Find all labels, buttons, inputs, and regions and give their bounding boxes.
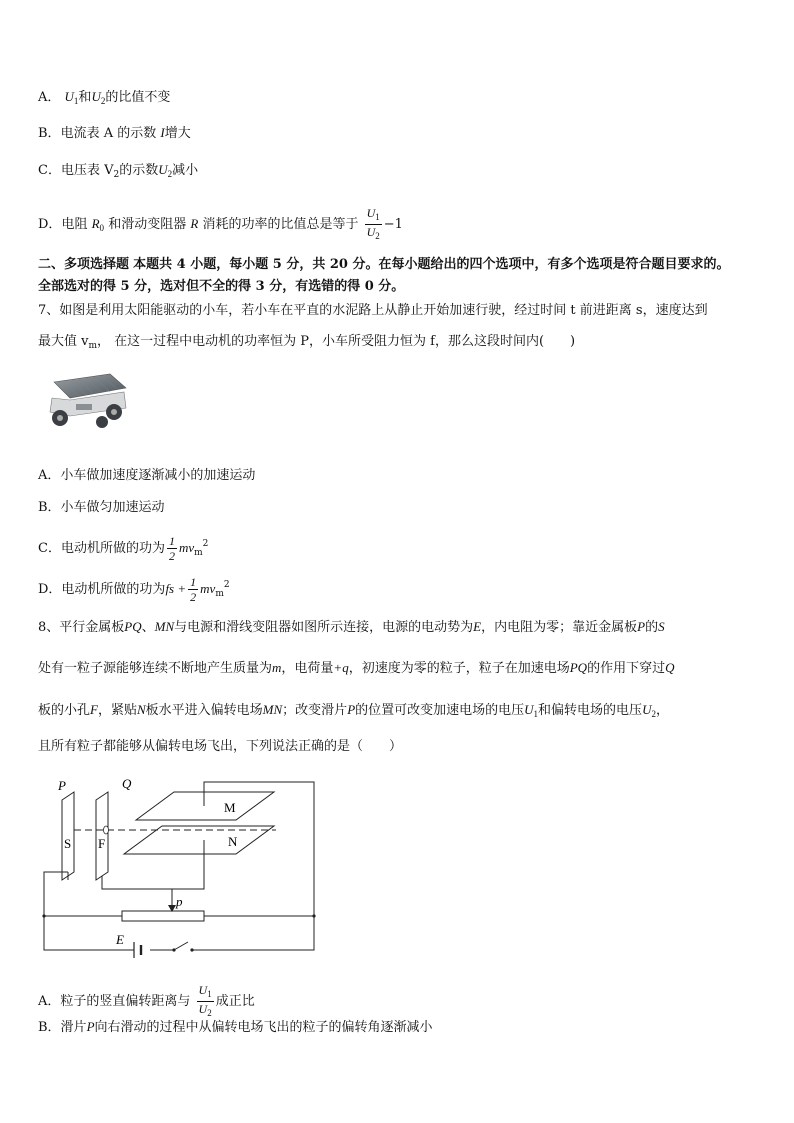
label-P: P [58, 778, 66, 793]
label-M: M [224, 800, 236, 815]
q8-stem-line2: 处有一粒子源能够连续不断地产生质量为m，电荷量+q，初速度为零的粒子，粒子在加速电场PQ的作用下穿过Q [38, 660, 675, 676]
q7-stem-line2: 最大值 $v_m$， 在这一过程中电动机的功率恒为 P，小车所受阻力恒为 f，那么这段时间内( ) [38, 334, 576, 351]
q6-option-d: D．电阻 $R_0$ 和滑动变阻器 R 消耗的功率的比值总是等于 $\frac{U_1}{U_2}$ −1 [38, 206, 403, 241]
label-F: F [98, 836, 106, 851]
u2-symbol: $U_2$ [91, 89, 106, 106]
q7-option-b: B．小车做匀加速运动 [38, 500, 165, 515]
q6-option-a: A． $U_1$和$U_2$的比值不变 [38, 89, 171, 106]
q7-option-c: C．电动机所做的功为 $\frac{1}{2}$ $mv_m^2$ [38, 534, 209, 563]
q7-option-a: A．小车做加速度逐渐减小的加速运动 [38, 468, 256, 483]
q8-circuit-diagram [38, 772, 323, 962]
one-half-fraction: $\frac{1}{2}$ [168, 534, 175, 563]
section-2-header: 二、多项选择题 本题共 4 小题，每小题 5 分，共 20 分。在每小题给出的四个选项中，有多个选项是符合题目要求的。 全部选对的得 5 分，选对但不全的得 3 分，有选错的得 0 分。 [38, 257, 730, 294]
u1-symbol: $U_1$ [64, 89, 79, 106]
label-Q: Q [122, 776, 132, 791]
q8-stem-line3: 板的小孔F，紧贴N板水平进入偏转电场MN；改变滑片P的位置可改变加速电场的电压$U_1$和偏转电场的电压$U_2$， [38, 702, 669, 719]
u1-over-u2-fraction: $\frac{U_1}{U_2}$ [366, 206, 380, 241]
label-E: E [116, 932, 124, 947]
q8-option-a: A．粒子的竖直偏转距离与 $\frac{U_1}{U_2}$ 成正比 [38, 983, 255, 1018]
label-S: S [64, 836, 72, 851]
q8-stem-line4: 且所有粒子都能够从偏转电场飞出，下列说法正确的是（ ） [38, 739, 403, 754]
q6-option-c: C．电压表 $V_2$的示数$U_2$减小 [38, 162, 199, 180]
label-N: N [228, 834, 238, 849]
q7-option-d: D．电动机所做的功为fs + $\frac{1}{2}$ $mv_m^2$ [38, 575, 230, 604]
q6-option-b: B．电流表 A 的示数 I增大 [38, 125, 191, 141]
label-p: p [176, 894, 183, 909]
solar-car-image [40, 368, 134, 432]
q8-option-b: B．滑片P向右滑动的过程中从偏转电场飞出的粒子的偏转角逐渐减小 [38, 1019, 433, 1035]
q8-stem-line1: 8、平行金属板PQ、MN与电源和滑线变阻器如图所示连接，电源的电动势为E，内电阻为零；靠近金属板P的S [38, 619, 665, 635]
q7-stem-line1: 7、如图是利用太阳能驱动的小车，若小车在平直的水泥路上从静止开始加速行驶，经过时间 t 前进距离 s，速度达到 [38, 303, 708, 318]
